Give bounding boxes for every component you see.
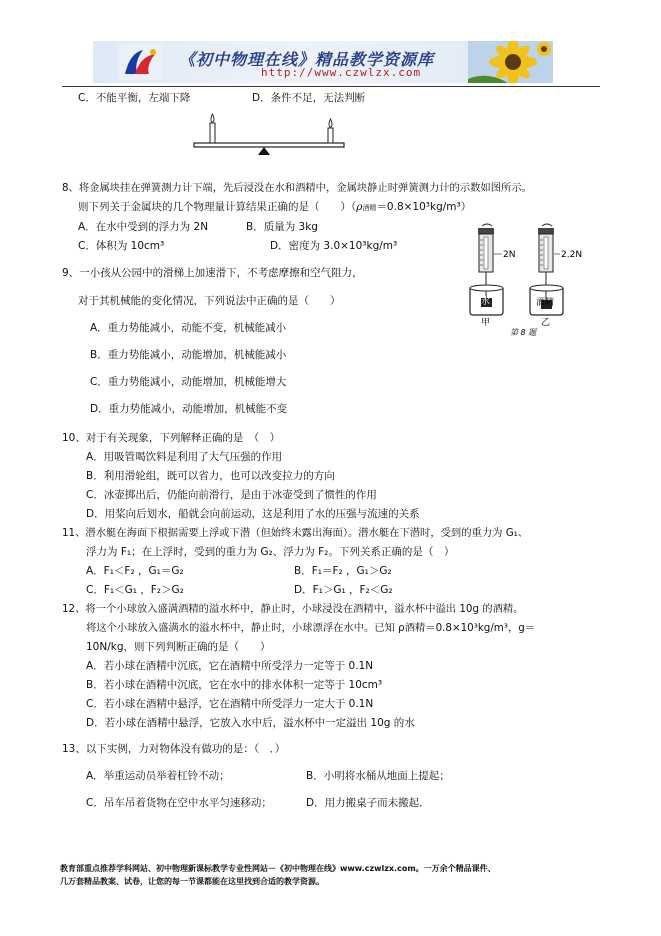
q7-option-d: D．条件不足，无法判断 [252,92,366,104]
q9-option-b: B．重力势能减小，动能增加，机械能减小 [90,349,287,361]
q9-stem-line2: 对于其机械能的变化情况，下列说法中正确的是（ ） [78,295,341,307]
right-reading: 2.2N [561,250,583,260]
banner-title: 《初中物理在线》精品教学资源库 [179,50,435,69]
q10-option-b: B．利用滑轮组，既可以省力，也可以改变拉力的方向 [86,470,335,482]
right-liquid-label: 酒精 [536,298,555,308]
q11-option-b: B．F₁＝F₂ ，G₁＞G₂ [294,565,392,577]
q11-stem-line2: 浮力为 F₁；在上浮时，受到的重力为 G₂、浮力为 F₂。下列关系正确的是（ ） [86,546,455,558]
q11-option-d: D．F₁＞G₁ ，F₂＜G₂ [294,584,393,596]
right-candle [328,119,333,143]
q8-figure [460,222,600,342]
q13-option-c: C．吊车吊着货物在空中水平匀速移动； [86,797,272,809]
q8-stem-line1: 8、将金属块挂在弹簧测力计下端，先后浸没在水和酒精中，金属块静止时弹簧测力计的示数如图所示。 [62,182,532,194]
q8-option-b: B．质量为 3kg [246,221,318,233]
sunflower-image [468,41,553,83]
q10-option-d: D．用桨向后划水，船就会向前运动，这是利用了水的压强与流速的关系 [86,508,420,520]
q8-option-d: D．密度为 3.0×10³kg/m³ [270,240,398,252]
q8-option-c: C．体积为 10cm³ [78,240,165,252]
q8-density-value: ＝0.8×10³kg/m³） [376,201,472,213]
q9-option-d: D．重力势能减小，动能增加，机械能不变 [90,403,288,415]
page-footer [60,862,496,888]
left-liquid-label: 水 [481,297,491,307]
q9-option-a: A．重力势能减小，动能不变，机械能减小 [90,322,287,334]
lever-diagram [180,110,350,160]
q11-option-c: C．F₁＜G₁ ，F₂＞G₂ [86,584,184,596]
footer-line-2: 几万套精品教案、试卷，让您的每一节课都能在这里找到合适的教学资源。 [60,877,324,886]
rho-symbol: ρ [356,201,363,213]
left-reading: 2N [503,250,516,260]
rho-subscript: 酒精 [362,204,377,212]
q10-option-a: A．用吸管喝饮料是利用了大气压强的作用 [86,451,283,463]
q13-option-d: D．用力搬桌子而未搬起． [306,797,430,809]
q9-stem-line1: 9、一小孩从公园中的滑梯上加速滑下，不考虑摩擦和空气阻力， [62,267,363,279]
q13-stem: 13、以下实例，力对物体没有做功的是：（ ．） [62,743,286,755]
q12-stem-line3: 10N/kg，则下列判断正确的是（ ） [86,641,271,653]
header-rule [62,86,600,87]
q12-stem-line1: 12、将一个小球放入盛满酒精的溢水杯中，静止时，小球浸没在酒精中，溢水杯中溢出 10g 的酒精。 [62,603,524,615]
q12-option-d: D．若小球在酒精中悬浮，它放入水中后，溢水杯中一定溢出 10g 的水 [86,717,415,729]
q10-option-c: C．冰壶掷出后，仍能向前滑行，是由于冰壶受到了惯性的作用 [86,489,377,501]
figure-caption: 第 8 题 [510,328,537,337]
q8-stem-line2 [78,201,471,215]
footer-line-1: 教育部重点推荐学科网站、初中物理新课标教学专业性网站－《初中物理在线》www.czwlzx.com。一万余个精品课件、 [60,864,496,873]
q12-option-b: B．若小球在酒精中沉底，它在水中的排水体积一定等于 10cm³ [86,679,383,691]
q8-stem-text: 则下列关于金属块的几个物理量计算结果正确的是（ ）（ [78,201,357,213]
banner-url: http://www.czwlzx.com [261,66,422,79]
left-caption: 甲 [481,318,491,328]
site-logo [119,44,163,80]
q12-stem-line2: 将这个小球放入盛满水的溢水杯中，静止时，小球漂浮在水中。已知 ρ酒精＝0.8×10³kg/m³，g＝ [86,622,536,634]
q11-stem-line1: 11、潜水艇在海面下根据需要上浮或下潜（但始终未露出海面）。潜水艇在下潜时，受到的重力为 G₁、 [62,527,529,539]
left-candle [210,114,215,143]
q13-option-b: B．小明将水桶从地面上提起； [306,770,450,782]
right-caption: 乙 [541,318,551,328]
q8-option-a: A．在水中受到的浮力为 2N [78,221,209,233]
q12-option-a: A．若小球在酒精中沉底，它在酒精中所受浮力一定等于 0.1N [86,660,374,672]
q7-option-c: C．不能平衡，左端下降 [78,92,191,104]
q10-stem: 10、对于有关现象，下列解释正确的是 （ ） [62,432,281,444]
q11-option-a: A．F₁＜F₂ ，G₁＝G₂ [86,565,184,577]
header-banner [93,41,553,83]
q12-option-c: C．若小球在酒精中悬浮，它在酒精中所受浮力一定大于 0.1N [86,698,374,710]
q9-option-c: C．重力势能减小，动能增加，机械能增大 [90,376,287,388]
q13-option-a: A．举重运动员举着杠铃不动； [86,770,230,782]
